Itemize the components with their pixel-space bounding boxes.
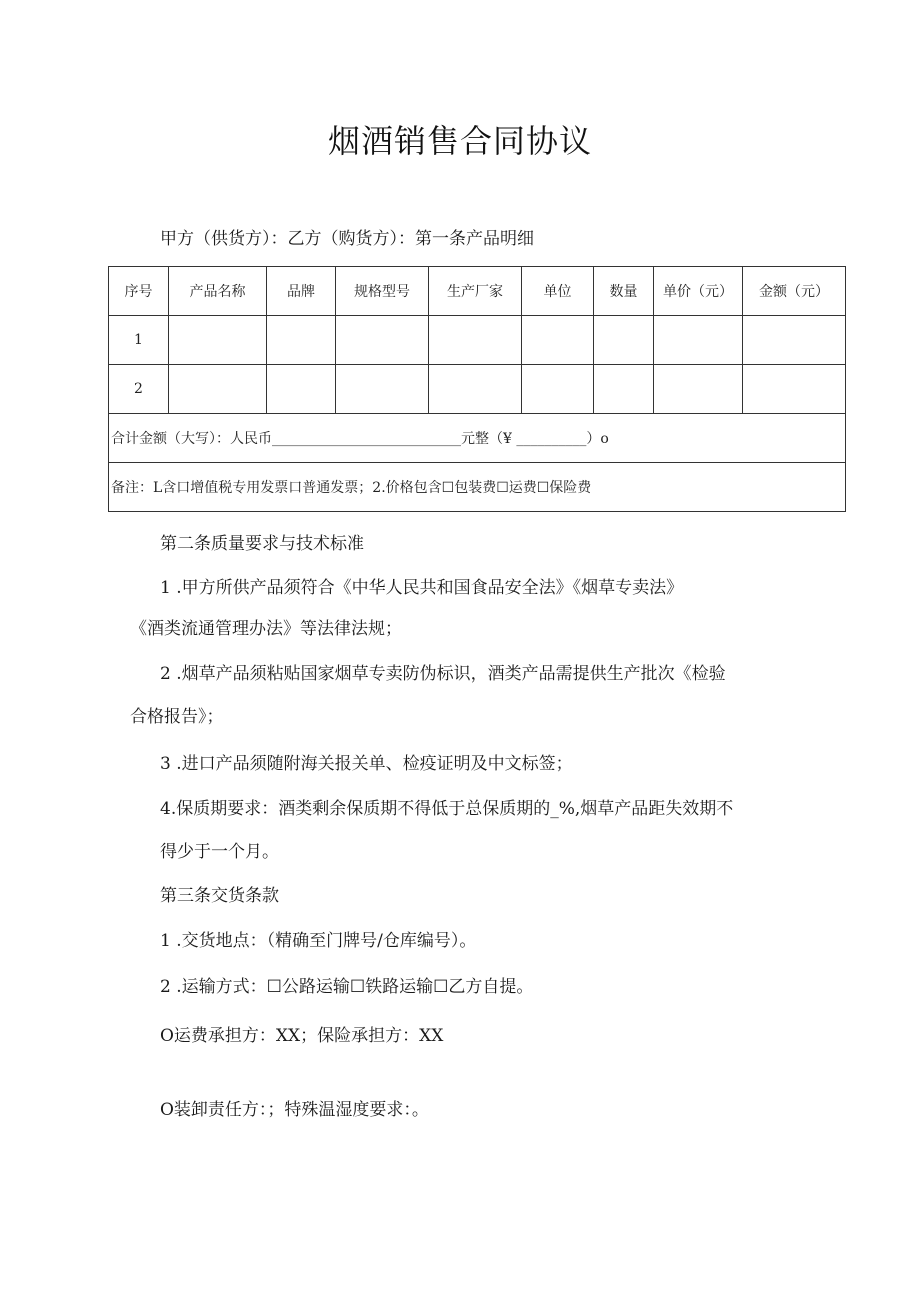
header-cell-product-name: 产品名称 [169,267,267,316]
brand-cell [267,316,336,365]
unit-price-cell [654,316,743,365]
section-2-item-4: 4.保质期要求：酒类剩余保质期不得低于总保质期的_%,烟草产品距失效期不 [160,799,734,819]
section-3-item-1: 1 .交货地点：（精确至门牌号/仓库编号）。 [160,931,477,951]
quantity-cell [594,316,654,365]
section-3-item-2: 2 .运输方式：☐公路运输☐铁路运输☐乙方自提。 [160,977,534,997]
table-row [109,316,846,365]
section-3-loading-line: O装卸责任方：；特殊温湿度要求：。 [160,1100,429,1120]
remark-text: 备注：L含口增值税专用发票口普通发票；2.价格包含☐包装费☐运费☐保险费 [109,463,846,512]
spec-cell [336,365,429,414]
header-cell-quantity: 数量 [594,267,654,316]
section-2-item-1: 1 .甲方所供产品须符合《中华人民共和国食品安全法》《烟草专卖法》 [160,578,684,598]
unit-cell [522,365,594,414]
header-cell-no: 序号 [109,267,169,316]
header-cell-unit-price: 单价（元） [654,267,743,316]
header-cell-unit: 单位 [522,267,594,316]
remark-row [109,463,846,512]
row-number-cell: 1 [109,316,169,365]
table-header-row [109,267,846,316]
section-2-heading: 第二条质量要求与技术标准 [160,534,364,554]
unit-price-cell [654,365,743,414]
total-amount-text: 合计金额（大写）：人民币___________________________元整（¥ __________）o [109,414,846,463]
total-amount-row [109,414,846,463]
spec-cell [336,316,429,365]
header-cell-spec: 规格型号 [336,267,429,316]
product-name-cell [169,316,267,365]
table-row [109,365,846,414]
header-cell-brand: 品牌 [267,267,336,316]
manufacturer-cell [429,365,522,414]
row-number-cell: 2 [109,365,169,414]
product-detail-table [108,266,846,512]
section-2-item-1-cont: 《酒类流通管理办法》等法律法规； [130,619,402,639]
section-3-heading: 第三条交货条款 [160,886,279,906]
section-3-freight-line: O运费承担方：XX；保险承担方：XX [160,1026,444,1046]
header-cell-manufacturer: 生产厂家 [429,267,522,316]
parties-line: 甲方（供货方）：乙方（购货方）：第一条产品明细 [160,229,534,249]
product-name-cell [169,365,267,414]
amount-cell [743,365,846,414]
brand-cell [267,365,336,414]
section-2-item-3: 3 .进口产品须随附海关报关单、检疫证明及中文标签； [160,754,573,774]
section-2-item-4-cont: 得少于一个月。 [160,842,279,862]
unit-cell [522,316,594,365]
amount-cell [743,316,846,365]
section-2-item-2-cont: 合格报告》； [130,707,224,727]
document-title: 烟酒销售合同协议 [327,122,592,160]
manufacturer-cell [429,316,522,365]
section-2-item-2: 2 .烟草产品须粘贴国家烟草专卖防伪标识，酒类产品需提供生产批次《检验 [160,664,726,684]
header-cell-amount: 金额（元） [743,267,846,316]
quantity-cell [594,365,654,414]
